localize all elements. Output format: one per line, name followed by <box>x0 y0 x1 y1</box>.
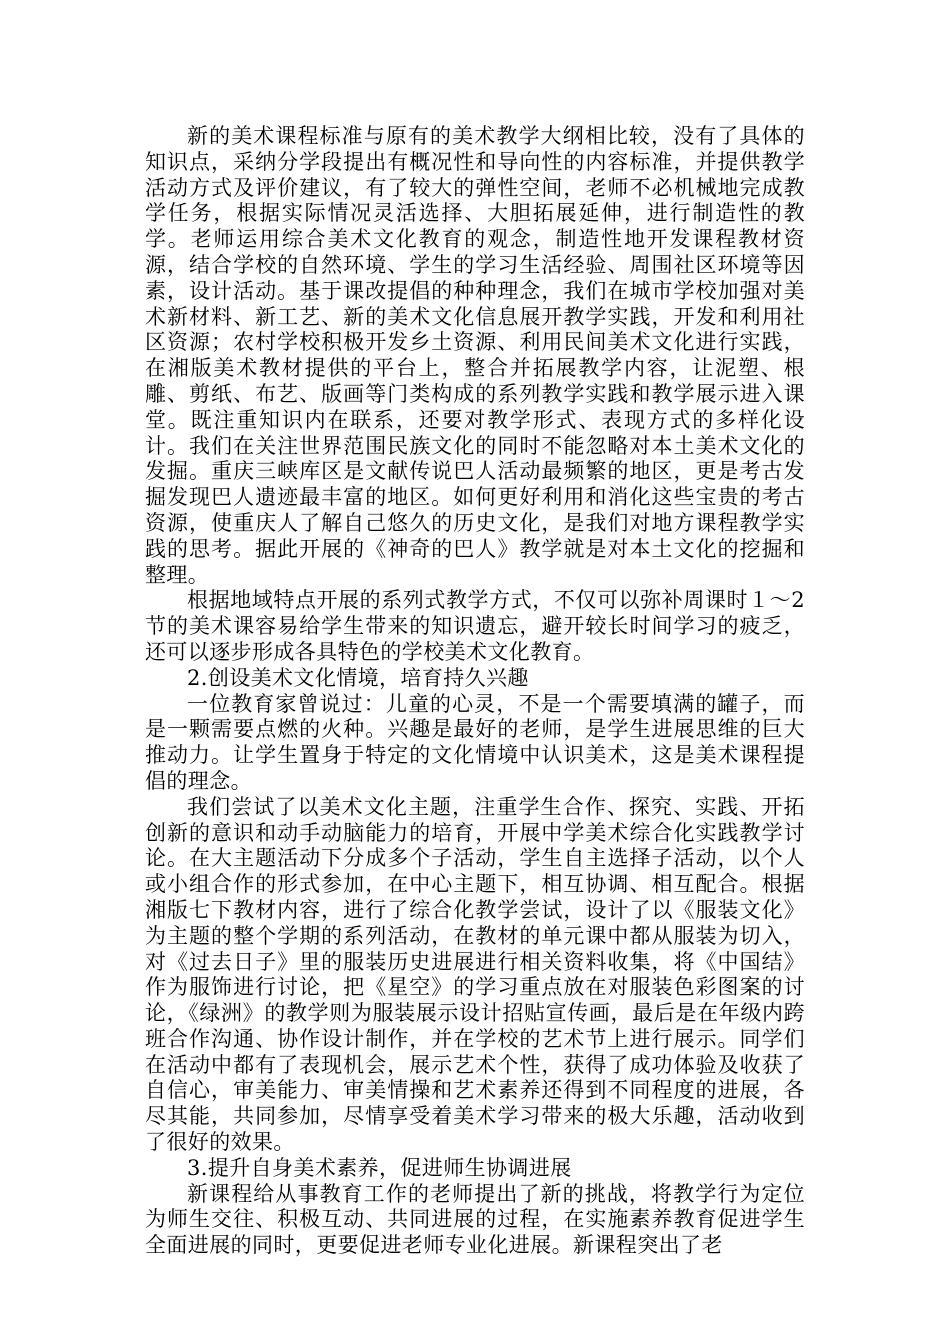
paragraph-regional-teaching: 根据地域特点开展的系列式教学方式，不仅可以弥补周课时１～2 节的美术课容易给学生带来的知识遗忘，避开较长时间学习的疲乏，还可以逐步形成各具特色的学校美术文化教育。 <box>145 588 805 664</box>
paragraph-educator-quote: 一位教育家曾说过：儿童的心灵，不是一个需要填满的罐子，而是一颗需要点燃的火种。兴趣是最好的老师，是学生进展思维的巨大推动力。让学生置身于特定的文化情境中认识美术，这是美术课程提倡的理念。 <box>145 691 805 793</box>
paragraph-clothing-culture: 我们尝试了以美术文化主题，注重学生合作、探究、实践、开拓创新的意识和动手动脑能力的培育，开展中学美术综合化实践教学讨论。在大主题活动下分成多个子活动，学生自主选择子活动，以个人或小组合作的形式参加，在中心主题下，相互协调、相互配合。根据湘版七下教材内容，进行了综合化教学尝试，设计了以《服装文化》为主题的整个学期的系列活动，在教材的单元课中都从服装为切入，对《过去日子》里的服装历史进展进行相关资料收集，将《中国结》作为服饰进行讨论，把《星空》的学习重点放在对服装色彩图案的讨论，《绿洲》的教学则为服装展示设计招贴宣传画，最后是在年级内跨班合作沟通、协作设计制作，并在学校的艺术节上进行展示。同学们在活动中都有了表现机会，展示艺术个性，获得了成功体验及收获了自信心，审美能力、审美情操和艺术素养还得到不同程度的进展，各尽其能，共同参加，尽情享受着美术学习带来的极大乐趣，活动收到了很好的效果。 <box>145 794 805 1155</box>
paragraph-curriculum-standards: 新的美术课程标准与原有的美术教学大纲相比较，没有了具体的知识点，采纳分学段提出有概况性和导向性的内容标准，并提供教学活动方式及评价建议，有了较大的弹性空间，老师不必机械地完成教学任务，根据实际情况灵活选择、大胆拓展延伸，进行制造性的教学。老师运用综合美术文化教育的观念，制造性地开发课程教材资源，结合学校的自然环境、学生的学习生活经验、周围社区环境等因素，设计活动。基于课改提倡的种种理念，我们在城市学校加强对美术新材料、新工艺、新的美术文化信息展开教学实践，开发和利用社区资源；农村学校积极开发乡土资源、利用民间美术文化进行实践，在湘版美术教材提供的平台上，整合并拓展教学内容，让泥塑、根雕、剪纸、布艺、版画等门类构成的系列教学实践和教学展示进入课堂。既注重知识内在联系，还要对教学形式、表现方式的多样化设计。我们在关注世界范围民族文化的同时不能忽略对本土美术文化的发掘。重庆三峡库区是文献传说巴人活动最频繁的地区，更是考古发掘发现巴人遗迹最丰富的地区。如何更好利用和消化这些宝贵的考古资源，使重庆人了解自己悠久的历史文化，是我们对地方课程教学实践的思考。据此开展的《神奇的巴人》教学就是对本土文化的挖掘和整理。 <box>145 124 805 587</box>
section-heading-2: 2.创设美术文化情境，培育持久兴趣 <box>187 665 529 690</box>
paragraph-new-curriculum: 新课程给从事教育工作的老师提出了新的挑战，将教学行为定位为师生交往、积极互动、共同进展的过程，在实施素养教育促进学生全面进展的同时，更要促进老师专业化进展。新课程突出了老 <box>145 1181 805 1258</box>
document-page <box>145 124 805 1259</box>
section-heading-3: 3.提升自身美术素养，促进师生协调进展 <box>187 1155 572 1180</box>
